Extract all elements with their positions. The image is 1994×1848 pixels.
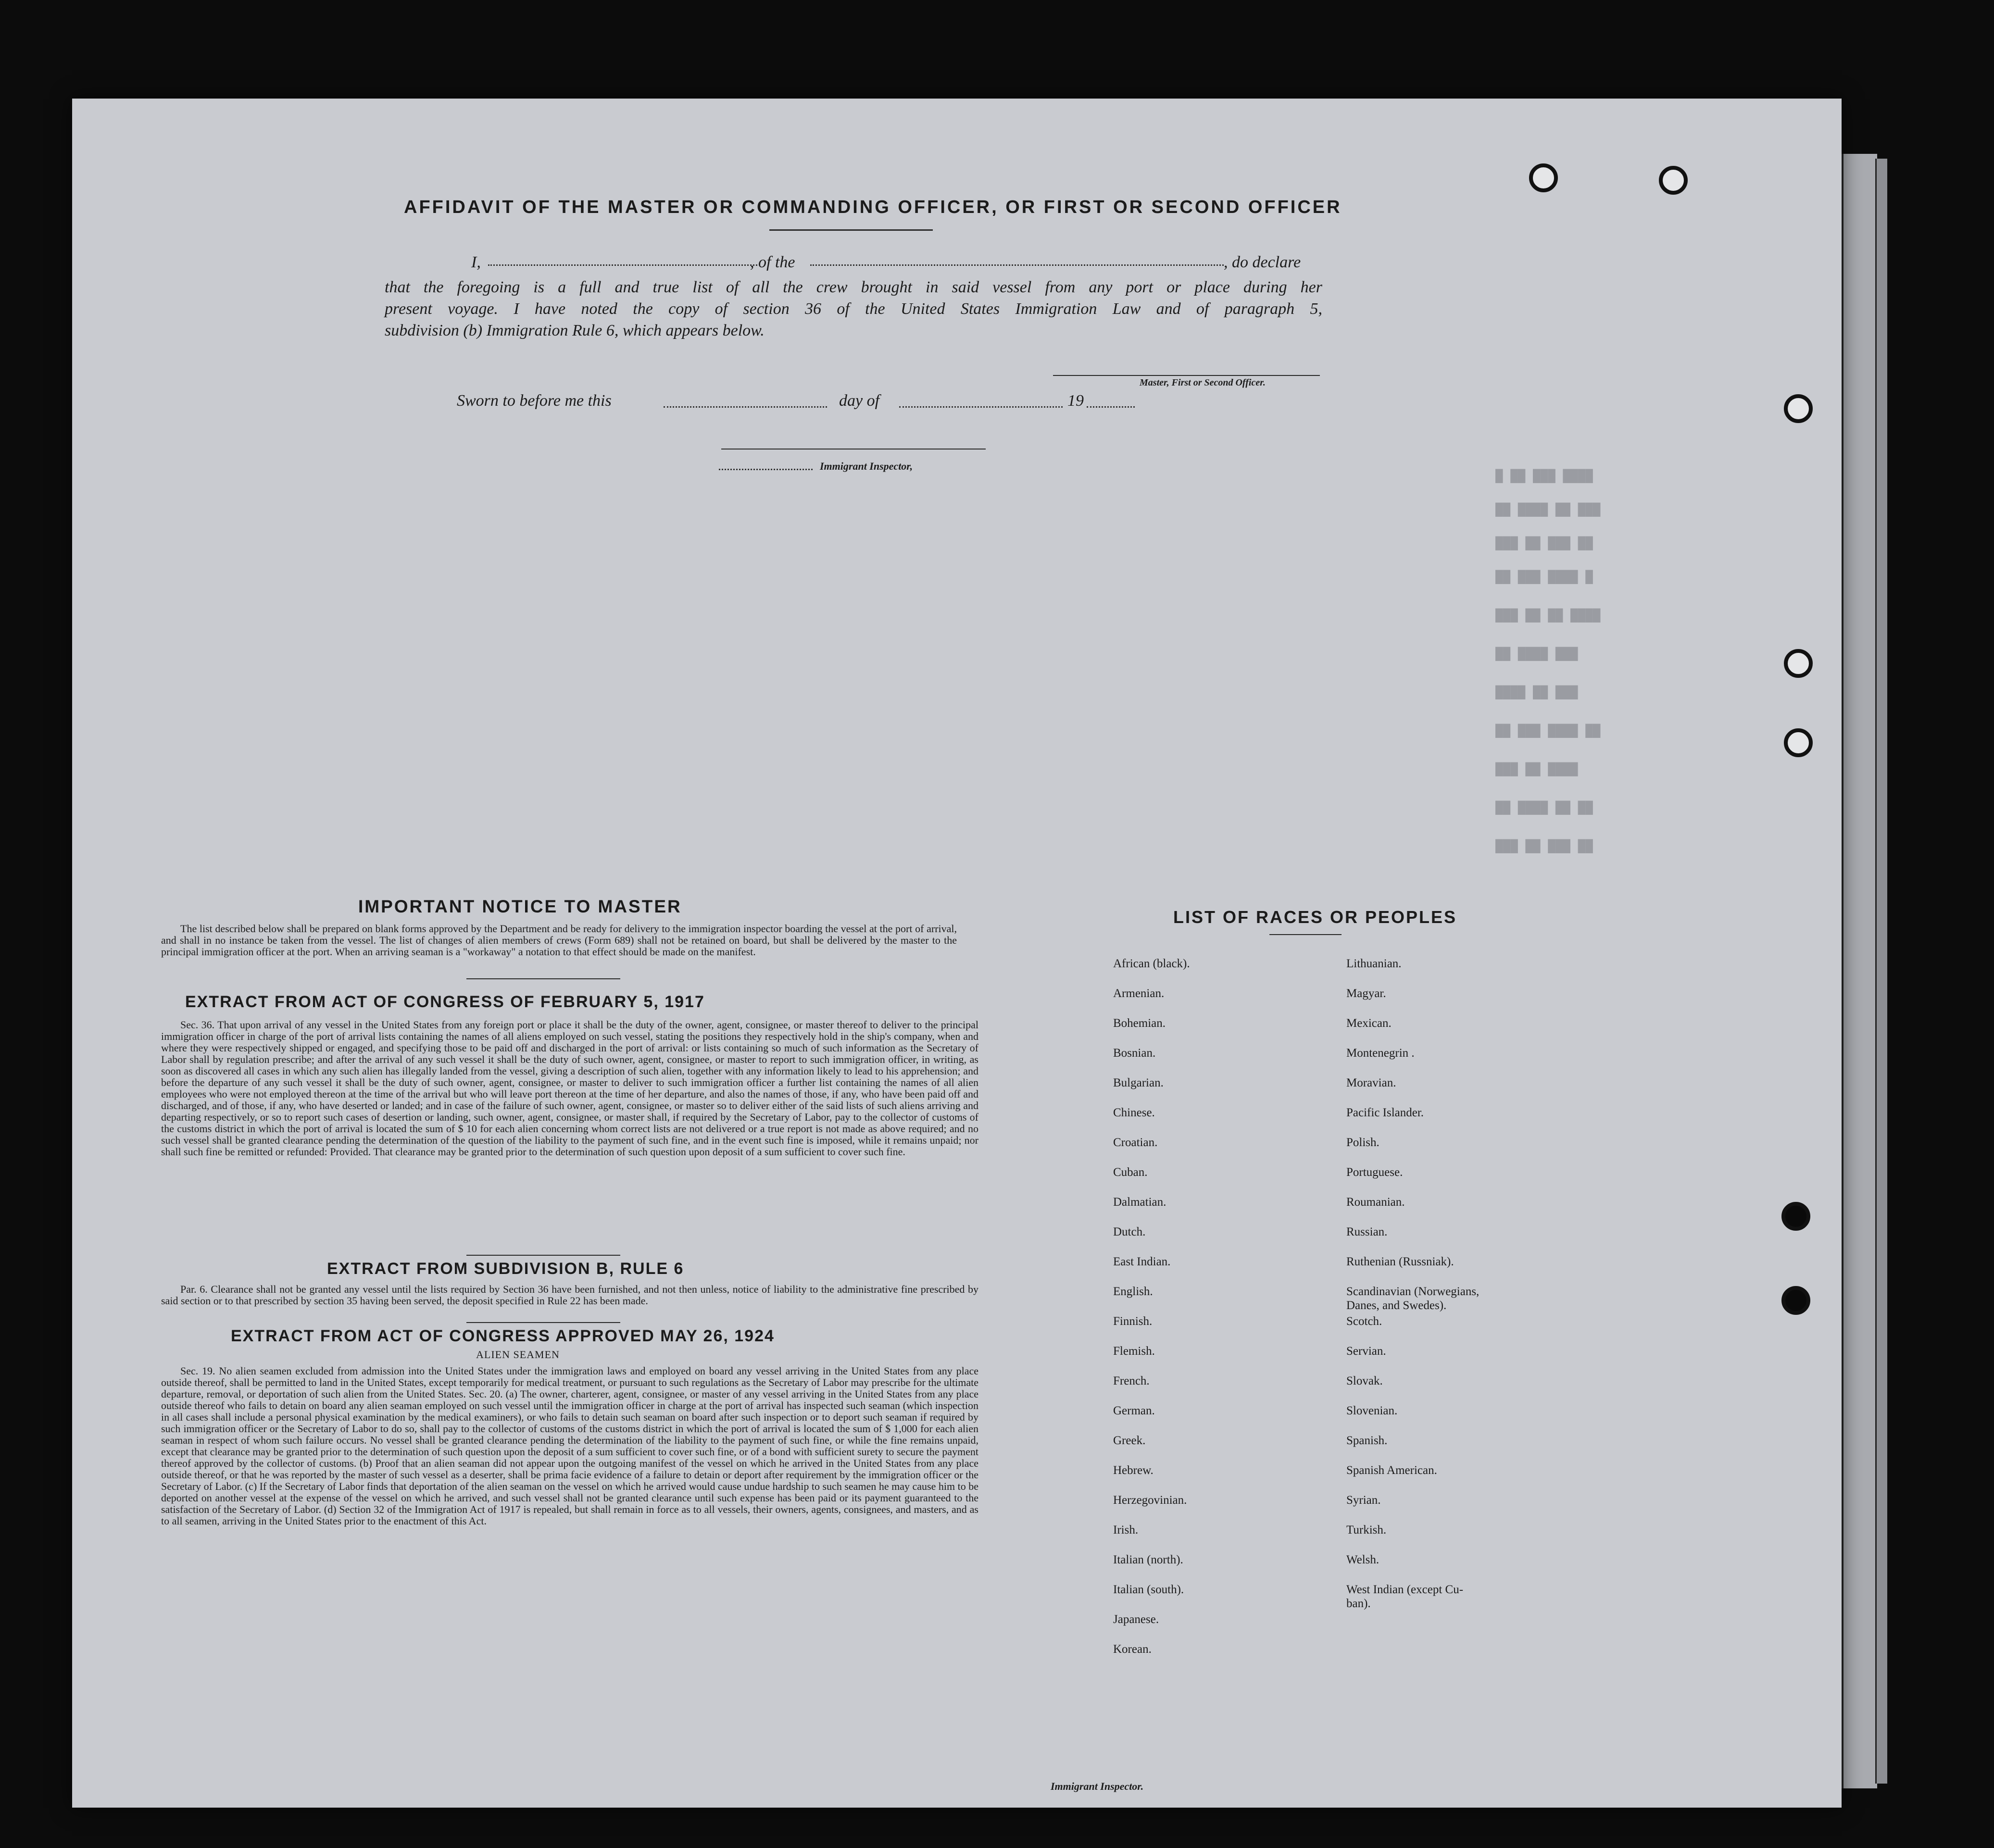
race-item: Italian (north).: [1113, 1553, 1183, 1566]
race-item: Korean.: [1113, 1643, 1152, 1656]
sworn-year-field[interactable]: [1087, 406, 1135, 408]
races-list-right: [1346, 957, 1548, 1612]
manifest-sheet: █ ██ ███ ████ ██ ████ ██ ███ ███ ██ ███ ██ ██ ███ ████ █ ███ ██ ██ ████ ██ ████ ███ ████ ██ ███ ██ ███ ████ ██ ███ ██ ████ ██ ████ ██ ██ ███ ██ ███ ██ AFFIDAVIT OF THE MASTER OR COMMANDING OFFICER, OR FIRST OR SECOND OFFICER I, , of the , do declare that the foregoing is a full and true list of all the crew brought in said vessel from any port or place during her present voyage. I have noted the copy of section 36 of the United States Immigration Law and of paragraph 5, subdivision (b) Immigration Rule 6, which appears below. Master, First or Second Officer. Sworn to before me this day of 19 Immigrant Inspector, IMPORTANT NOTICE TO MASTER The list described below shall be prepared on blank forms approved by the Department and be ready for delivery to the immigration inspector boarding the vessel at the port of arrival, and shall in no instance be taken from the vessel. The list of changes of alien members of crews (Form 689) shall not be retained on board, but shall be delivered by the master to the principal immigration officer at the port. When an arriving seaman is a "workaway" a notation to that effect should be made on the manifest. EXTRACT FROM ACT OF CONGRESS OF FEBRUARY 5, 1917 Sec. 36. That upon arrival of any vessel in the United States from any foreign port or place it shall be the duty of the owner, agent, consignee, or master thereof to deliver to the principal immigration officer in charge of the port of arrival lists containing the names of all aliens employed on such vessel, stating the positions they respectively hold in the ship's company, when and where they were respectively shipped or engaged, and specifying those to be paid off and discharged in the port of arrival: or lists containing so much of such information as the Secretary of Labor shall by regulation prescribe; and after the arrival of any such vessel it shall be the duty of such owner, agent, consignee, or master to report to such immigration officer, in writing, as soon as discovered all cases in which any such alien has illegally landed from the vessel, giving a description of such alien, together with any information likely to lead to his apprehension; and before the departure of any such vessel it shall be the duty of such owner, agent, consignee, or master to deliver to such immigration officer a further list containing the names of all alien employees who were not employed thereon at the time of the arrival but who will leave port thereon at the time of her departure, and also the names of those, if any, who have been paid off and discharged, and of those, if any, who have deserted or landed; and in case of the failure of such owner, agent, consignee, or master so to deliver either of the said lists of such aliens arriving and departing respectively, or so to report such cases of desertion or landing, such owner, agent, consignee, or master shall, if required by the Secretary of Labor, pay to the collector of customs of the customs district in which the port of arrival is located the sum of $ 10 for each alien concerning whom correct lists are not delivered or a true report is not made as above required; and no such vessel shall be granted clearance pending the determination of the question of the liability to the payment of such fine, and in the event such fine is imposed, while it remains unpaid; nor shall such fine be remitted or refunded: Provided. That clearance may be granted prior to the determination of such question upon deposit of a sum sufficient to cover such fine. EXTRACT FROM SUBDIVISION B, RULE 6 Par. 6. Clearance shall not be granted any vessel until the lists required by Section 36 have been furnished, and not then unless, notice of liability to the administrative fine prescribed by said section or to that prescribed by section 35 having been served, the deposit specified in Rule 22 has been made. EXTRACT FROM ACT OF CONGRESS APPROVED MAY 26, 1924 ALIEN SEAMEN Sec. 19. No alien seamen excluded from admission into the United States under the immigration laws and employed on board any vessel arriving in the United States from any place outside thereof, shall be permitted to land in the United States, except temporarily for medical treatment, or pursuant to such regulations as the Secretary of Labor may prescribe for the ultimate departure, removal, or deportation of such alien from the United States. Sec. 20. (a) The owner, charterer, agent, consignee, or master of any vessel arriving in the United States from any place outside thereof who fails to detain on board any alien seaman employed on such vessel until the immigration officer in charge at the port of arrival has inspected such seaman (which inspection in all cases shall include a personal physical examination by the medical examiners), or who fails to detain such seaman on board after such inspection or to deport such seaman if required by such immigration officer or the Secretary of Labor to do so, shall pay to the collector of customs of the customs district in which the port of arrival is located the sum of $ 1,000 for each alien seaman in respect of whom such failure occurs. No vessel shall be granted clearance pending the determination of the liability to the payment of such fine, or while the fine remains unpaid, except that clearance may be granted prior to the determination of such question upon the deposit of a sum sufficient to cover such fine, or of a bond with sufficient surety to secure the payment thereof approved by the collector of customs. (b) Proof that an alien seaman did not appear upon the outgoing manifest of the vessel on which he arrived in the United States from any place outside thereof, or that he was reported by the master of such vessel as a deserter, shall be prima facie evidence of a failure to detain or deport after requirement by the immigration officer or the Secretary of Labor. (c) If the Secretary of Labor finds that deportation of the alien seaman on the vessel on which he arrived would cause undue hardship to such seamen he may cause him to be deported on another vessel at the expense of the vessel on which he arrived, and such vessel shall not be granted clearance until such expense has been paid or its payment guaranteed to the satisfaction of the Secretary of Labor. (d) Section 32 of the Immigration Act of 1917 is repealed, but shall remain in force as to all vessels, their owners, agents, consignees, and masters, and as to all seamen, arriving in the United States prior to the enactment of this Act. LIST OF RACES OR PEOPLES African (black). Armenian. Bohemian. Bosnian. Bulgarian. Chinese. Croatian. Cuban. Dalmatian. Dutch. East Indian. English. Finnish. Flemish. French. German. Greek. Hebrew. Herzegovinian. Irish. Italian (north). Italian (south). Japanese. Korean. Lithuanian. Magyar. Mexican. Montenegrin . Moravian. Pacific Islander. Polish. Portuguese. Roumanian. Russian. Ruthenian (Russniak). Scandinavian (Norwegians, Danes, and Swedes). Scotch. Servian. Slovak. Slovenian. Spanish. Spanish American. Syrian. Turkish. Welsh. West Indian (except Cu- ban). Immigrant Inspector.: [72, 99, 1842, 1808]
punch-hole: [1784, 728, 1813, 757]
extract-1917-divider: [466, 1255, 620, 1256]
affidavit-body-line-1: that the foregoing is a full and true list of all the crew brought in said vessel from any port or place during her: [385, 278, 1322, 296]
race-item: French.: [1113, 1374, 1150, 1387]
punch-hole: [1659, 166, 1688, 195]
inspector-signature-line[interactable]: [721, 449, 986, 450]
punch-hole: [1781, 1286, 1810, 1315]
race-item: Roumanian.: [1346, 1196, 1405, 1209]
day-of-label: day of: [839, 392, 880, 410]
race-item: Herzegovinian.: [1113, 1494, 1187, 1507]
declaration-do-declare: , do declare: [1224, 253, 1301, 271]
affidavit-body-line-3: subdivision (b) Immigration Rule 6, which appears below.: [385, 322, 765, 339]
race-item: Magyar.: [1346, 987, 1386, 1000]
race-item: English.: [1113, 1285, 1153, 1298]
race-item: Russian.: [1346, 1225, 1388, 1238]
extract-1924-subtitle: ALIEN SEAMEN: [476, 1349, 560, 1361]
race-item: Chinese.: [1113, 1106, 1155, 1119]
race-item: Flemish.: [1113, 1345, 1155, 1358]
underlying-page-edge: [1842, 154, 1877, 1788]
race-item: Irish.: [1113, 1523, 1139, 1536]
race-item: Turkish.: [1346, 1523, 1387, 1536]
race-item: Spanish.: [1346, 1434, 1388, 1447]
race-item: Bulgarian.: [1113, 1076, 1164, 1089]
notice-divider: [466, 978, 620, 979]
affidavit-body-line-2: present voyage. I have noted the copy of section 36 of the United States Immigration Law and of paragraph 5,: [385, 300, 1322, 318]
extract-1917-title: EXTRACT FROM ACT OF CONGRESS OF FEBRUARY 5, 1917: [185, 993, 705, 1011]
race-item: Greek.: [1113, 1434, 1146, 1447]
race-item: Cuban.: [1113, 1166, 1148, 1179]
punch-hole: [1784, 649, 1813, 678]
extract-1924-text: Sec. 19. No alien seamen excluded from admission into the United States under the immigration laws and employed on board any vessel arriving in the United States from any place outside thereof, shall be permitted to land in the United States, except temporarily for medical treatment, or pursuant to such regulations as the Secretary of Labor may prescribe for the ultimate departure, removal, or deportation of such alien from the United States. Sec. 20. (a) The owner, charterer, agent, consignee, or master of any vessel arriving in the United States from any place outside thereof who fails to detain on board any alien seaman employed on such vessel until the immigration officer in charge at the port of arrival has inspected such seaman (which inspection in all cases shall include a personal physical examination by the medical examiners), or who fails to detain such seaman on board after such inspection or to deport such seaman if required by such immigration officer or the Secretary of Labor to do so, shall pay to the collector of customs of the customs district in which the port of arrival is located the sum of $ 1,000 for each alien seaman in respect of whom such failure occurs. No vessel shall be granted clearance pending the determination of the liability to the payment of such fine, or while the fine remains unpaid, except that clearance may be granted prior to the determination of such question upon the deposit of a sum sufficient to cover such fine, or of a bond with sufficient surety to secure the payment thereof approved by the collector of customs. (b) Proof that an alien seaman did not appear upon the outgoing manifest of the vessel on which he arrived in the United States from any place outside thereof, or that he was reported by the master of such vessel as a deserter, shall be prima facie evidence of a failure to detain or deport after requirement by the immigration officer or the Secretary of Labor. (c) If the Secretary of Labor finds that deportation of the alien seaman on the vessel on which he arrived would cause undue hardship to such seamen he may cause him to be deported on another vessel at the expense of the vessel on which he arrived, and such vessel shall not be granted clearance until such expense has been paid or its payment guaranteed to the satisfaction of the Secretary of Labor. (d) Section 32 of the Immigration Act of 1917 is repealed, but shall remain in force as to all vessels, their owners, agents, consignees, and masters, and as to all seamen, arriving in the United States prior to the enactment of this Act.: [161, 1365, 978, 1527]
race-item: East Indian.: [1113, 1255, 1171, 1268]
race-item: Spanish American.: [1346, 1464, 1437, 1477]
race-item: Bosnian.: [1113, 1047, 1156, 1060]
extract-1917-text: Sec. 36. That upon arrival of any vessel in the United States from any foreign port or place it shall be the duty of the owner, agent, consignee, or master thereof to deliver to the principal immigration officer in charge of the port of arrival lists containing the names of all aliens employed on such vessel, stating the positions they respectively hold in the ship's company, when and where they were respectively shipped or engaged, and specifying those to be paid off and discharged in the port of arrival: or lists containing so much of such information as the Secretary of Labor shall by regulation prescribe; and after the arrival of any such vessel it shall be the duty of such owner, agent, consignee, or master to report to such immigration officer, in writing, as soon as discovered all cases in which any such alien has illegally landed from the vessel, giving a description of such alien, together with any information likely to lead to his apprehension; and before the departure of any such vessel it shall be the duty of such owner, agent, consignee, or master to deliver to such immigration officer a further list containing the names of all alien employees who were not employed thereon at the time of the arrival but who will leave port thereon at the time of her departure, and also the names of those, if any, who have been paid off and discharged, and of those, if any, who have deserted or landed; and in case of the failure of such owner, agent, consignee, or master so to deliver either of the said lists of such aliens arriving and departing respectively, or so to report such cases of desertion or landing, such owner, agent, consignee, or master shall, if required by the Secretary of Labor, pay to the collector of customs of the customs district in which the port of arrival is located the sum of $ 10 for each alien concerning whom correct lists are not delivered or a true report is not made as above required; and no such vessel shall be granted clearance pending the determination of the question of the liability to the payment of such fine, and in the event such fine is imposed, while it remains unpaid; nor shall such fine be remitted or refunded: Provided. That clearance may be granted prior to the determination of such question upon deposit of a sum sufficient to cover such fine.: [161, 1019, 978, 1158]
races-list-left: [1113, 957, 1315, 1672]
race-item: Italian (south).: [1113, 1583, 1184, 1596]
punch-hole: [1781, 1202, 1810, 1231]
race-item: Welsh.: [1346, 1553, 1379, 1566]
inspector-dots: [719, 469, 813, 470]
race-item: Scotch.: [1346, 1315, 1382, 1328]
affidavit-body: [385, 276, 1322, 341]
extract-1924-title: EXTRACT FROM ACT OF CONGRESS APPROVED MAY 26, 1924: [231, 1327, 775, 1345]
notice-title: IMPORTANT NOTICE TO MASTER: [358, 897, 682, 916]
race-item: Montenegrin .: [1346, 1047, 1415, 1060]
extract-rule6-text: Par. 6. Clearance shall not be granted any vessel until the lists required by Section 36 have been furnished, and not then unless, notice of liability to the administrative fine prescribed by said section or to that prescribed by section 35 having been served, the deposit specified in Rule 22 has been made.: [161, 1283, 978, 1307]
name-field[interactable]: [488, 264, 757, 266]
inspector-label: Immigrant Inspector,: [820, 460, 913, 472]
race-item: German.: [1113, 1404, 1155, 1417]
race-item: Bohemian.: [1113, 1017, 1166, 1030]
race-item: Slovak.: [1346, 1374, 1383, 1387]
race-item: Dalmatian.: [1113, 1196, 1166, 1209]
punch-hole: [1529, 163, 1558, 192]
race-item: Pacific Islander.: [1346, 1106, 1424, 1119]
footer-inspector-label: Immigrant Inspector.: [1051, 1780, 1144, 1792]
race-item: Servian.: [1346, 1345, 1386, 1358]
extract-rule6-divider: [466, 1322, 620, 1323]
vessel-field[interactable]: [810, 264, 1224, 266]
race-item: Portuguese.: [1346, 1166, 1403, 1179]
sworn-label: Sworn to before me this: [457, 392, 612, 410]
underlying-page-edge-2: [1875, 159, 1887, 1784]
master-signature-line[interactable]: [1053, 375, 1320, 376]
race-item: Finnish.: [1113, 1315, 1153, 1328]
race-item: Lithuanian.: [1346, 957, 1402, 970]
master-signature-label: Master, First or Second Officer.: [1140, 377, 1266, 388]
race-item: West Indian (except Cu- ban).: [1346, 1583, 1464, 1610]
declaration-i: I,: [471, 253, 481, 271]
extract-rule6-title: EXTRACT FROM SUBDIVISION B, RULE 6: [327, 1260, 684, 1278]
race-item: Polish.: [1346, 1136, 1379, 1149]
race-item: Moravian.: [1346, 1076, 1396, 1089]
race-item: Scandinavian (Norwegians, Danes, and Swedes).: [1346, 1285, 1480, 1312]
races-divider: [1269, 934, 1342, 935]
year-label: 19: [1067, 392, 1084, 410]
race-item: Slovenian.: [1346, 1404, 1398, 1417]
sworn-date-field[interactable]: [664, 406, 827, 408]
race-item: Japanese.: [1113, 1613, 1159, 1626]
race-item: Ruthenian (Russniak).: [1346, 1255, 1454, 1268]
notice-text: The list described below shall be prepared on blank forms approved by the Department and be ready for delivery to the immigration inspector boarding the vessel at the port of arrival, and shall in no instance be taken from the vessel. The list of changes of alien members of crews (Form 689) shall not be retained on board, but shall be delivered by the master to the principal immigration officer at the port. When an arriving seaman is a "workaway" a notation to that effect should be made on the manifest.: [161, 923, 957, 958]
sworn-month-field[interactable]: [899, 406, 1063, 408]
race-item: Croatian.: [1113, 1136, 1158, 1149]
declaration-of-the: , of the: [750, 253, 795, 271]
race-item: African (black).: [1113, 957, 1190, 970]
affidavit-title: AFFIDAVIT OF THE MASTER OR COMMANDING OFFICER, OR FIRST OR SECOND OFFICER: [404, 197, 1342, 217]
races-title: LIST OF RACES OR PEOPLES: [1173, 907, 1457, 927]
race-item: Dutch.: [1113, 1225, 1146, 1238]
punch-hole: [1784, 394, 1813, 423]
race-item: Syrian.: [1346, 1494, 1381, 1507]
race-item: Mexican.: [1346, 1017, 1392, 1030]
title-underline: [769, 229, 933, 231]
race-item: Hebrew.: [1113, 1464, 1154, 1477]
race-item: Armenian.: [1113, 987, 1165, 1000]
